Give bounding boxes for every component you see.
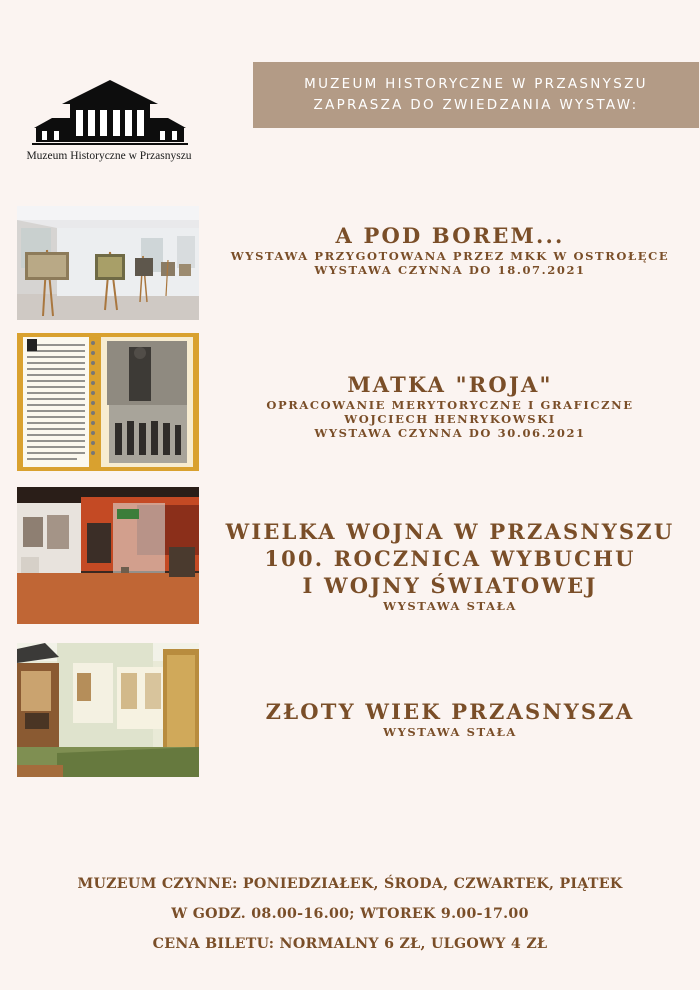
exhibition-2-line-1: OPRACOWANIE MERYTORYCZNE I GRAFICZNE xyxy=(266,398,634,412)
exhibition-3-title-line-3: I WOJNY ŚWIATOWEJ xyxy=(302,573,598,598)
opening-times: W GODZ. 08.00-16.00; WTOREK 9.00-17.00 xyxy=(171,906,529,922)
exhibition-3-photo xyxy=(17,487,199,624)
exhibition-1-line-2: WYSTAWA CZYNNA DO 18.07.2021 xyxy=(314,263,586,277)
exhibition-4 xyxy=(205,698,695,739)
exhibition-4-photo xyxy=(17,643,199,777)
exhibition-1-line-1: WYSTAWA PRZYGOTOWANA PRZEZ MKK W OSTROŁĘCE xyxy=(230,249,670,263)
exhibition-2-photo xyxy=(17,333,199,471)
exhibition-3 xyxy=(205,518,695,613)
exhibition-2-line-3: WYSTAWA CZYNNA DO 30.06.2021 xyxy=(314,426,586,440)
exhibition-3-title-line-1: WIELKA WOJNA W PRZASNYSZU xyxy=(225,519,675,544)
exhibition-1-title: A POD BOREM... xyxy=(335,223,565,248)
banner-line-2: ZAPRASZA DO ZWIEDZANIA WYSTAW: xyxy=(313,97,639,113)
exhibition-1 xyxy=(205,222,695,277)
invitation-banner xyxy=(253,62,699,128)
exhibition-3-title-line-2: 100. ROCZNICA WYBUCHU xyxy=(264,546,636,571)
exhibition-3-line-1: WYSTAWA STAŁA xyxy=(383,599,517,613)
banner-line-1: MUZEUM HISTORYCZNE W PRZASNYSZU xyxy=(304,76,648,92)
exhibition-4-title: ZŁOTY WIEK PRZASNYSZA xyxy=(265,699,635,724)
exhibition-2-line-2: WOJCIECH HENRYKOWSKI xyxy=(344,412,556,426)
exhibition-2-title: MATKA "ROJA" xyxy=(347,372,553,397)
exhibition-1-photo xyxy=(17,206,199,320)
opening-hours xyxy=(0,869,700,959)
opening-days: MUZEUM CZYNNE: PONIEDZIAŁEK, ŚRODA, CZWARTEK, PIĄTEK xyxy=(77,876,623,892)
exhibition-4-line-1: WYSTAWA STAŁA xyxy=(383,725,517,739)
exhibition-2 xyxy=(205,371,695,440)
museum-logo xyxy=(18,78,200,168)
museum-logo-text: Muzeum Historyczne w Przasnyszu xyxy=(26,150,192,162)
museum-building-icon xyxy=(32,78,188,146)
ticket-prices: CENA BILETU: NORMALNY 6 ZŁ, ULGOWY 4 ZŁ xyxy=(152,936,548,952)
